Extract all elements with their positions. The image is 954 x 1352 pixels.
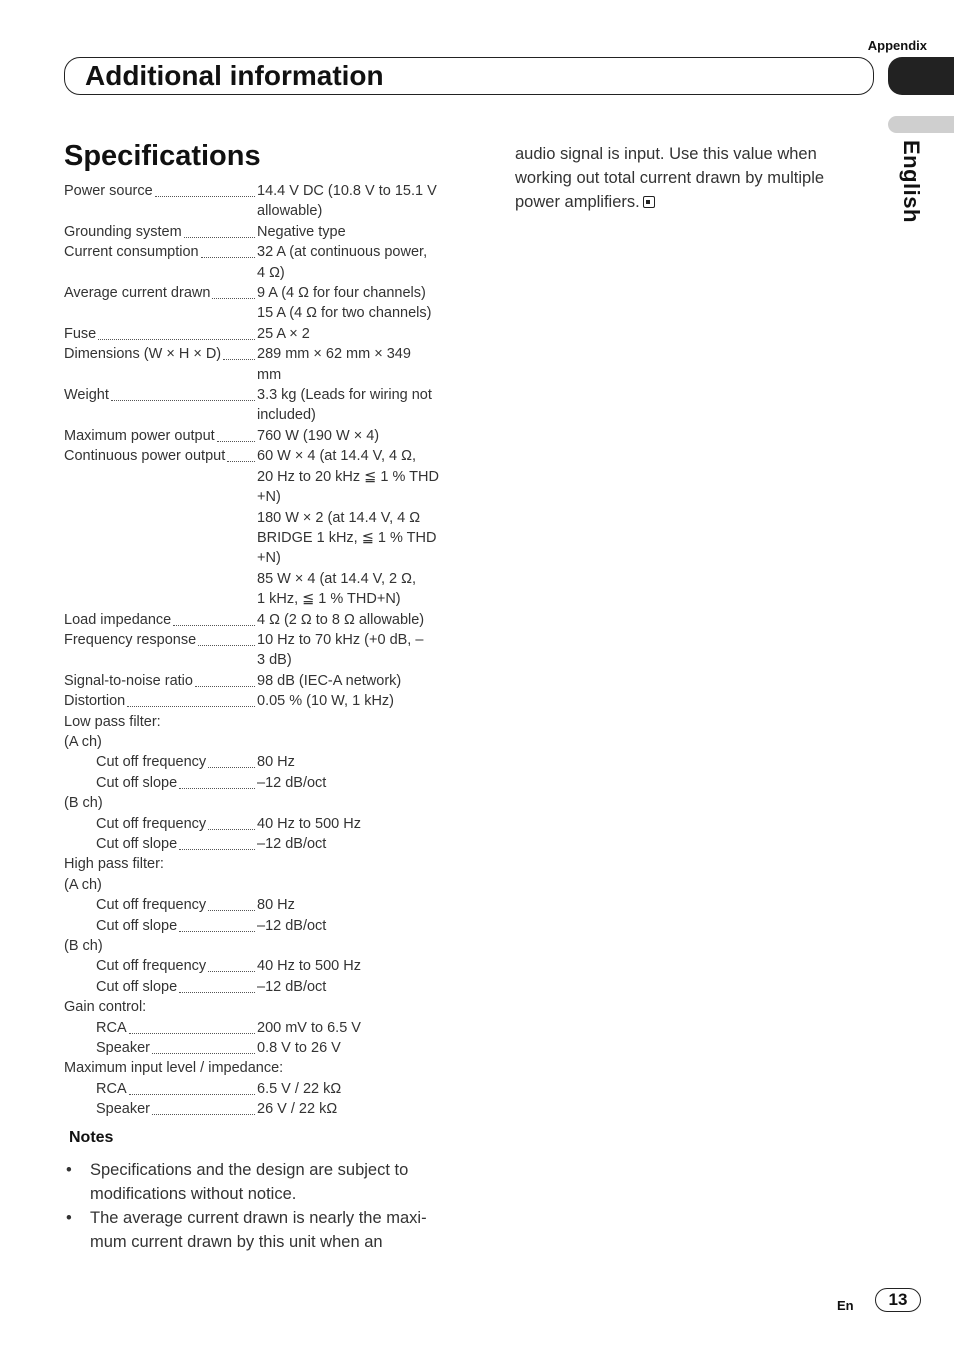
dot-leader: [195, 671, 255, 687]
spec-label-text: Grounding system: [64, 223, 182, 240]
table-row: [64, 814, 449, 834]
dot-leader: [179, 977, 255, 993]
dot-leader: [179, 773, 255, 789]
spec-group-heading: (B ch): [64, 795, 103, 812]
spec-value: [257, 895, 449, 915]
spec-value: [257, 385, 449, 426]
table-row: [64, 773, 449, 793]
table-row: [64, 385, 449, 426]
spec-label-text: Signal-to-noise ratio: [64, 672, 193, 689]
spec-value: [257, 283, 449, 324]
spec-label: [64, 773, 257, 793]
table-row: [64, 1079, 449, 1099]
spec-value-line: 0.8 V to 26 V: [257, 1040, 341, 1057]
spec-value: [257, 630, 449, 671]
dot-leader: [208, 814, 255, 830]
dot-leader: [173, 610, 255, 626]
dot-leader: [179, 916, 255, 932]
table-row: [64, 671, 449, 691]
spec-value: [257, 671, 449, 691]
language-tab-label: English: [899, 140, 924, 223]
spec-value-line: allowable): [257, 203, 323, 220]
list-item: [64, 1158, 464, 1206]
spec-label: [64, 630, 257, 671]
spec-value-line: –12 dB/oct: [257, 836, 327, 852]
table-row: [64, 1099, 449, 1119]
footer-language: En: [837, 1298, 854, 1313]
spec-value-line: 14.4 V DC (10.8 V to 15.1 V: [257, 183, 437, 199]
spec-value-line: mm: [257, 366, 282, 383]
spec-label: [64, 752, 257, 772]
spec-label: [64, 446, 257, 609]
spec-value: [257, 242, 449, 283]
spec-label: [64, 691, 257, 711]
table-row: [64, 956, 449, 976]
spec-value: [257, 426, 449, 446]
note-line: working out total current drawn by multiple: [515, 169, 825, 187]
table-row: [64, 691, 449, 711]
spec-value-line: 200 mV to 6.5 V: [257, 1019, 361, 1036]
table-row: [64, 344, 449, 385]
table-row: [64, 895, 449, 915]
dot-leader: [201, 242, 255, 258]
table-row: [64, 630, 449, 671]
spec-value: [257, 446, 449, 609]
spec-label: [64, 324, 257, 344]
dot-leader: [98, 324, 255, 340]
spec-value-line: 25 A × 2: [257, 325, 310, 342]
spec-value-line: 40 Hz to 500 Hz: [257, 958, 361, 975]
note-line-last: [515, 190, 865, 214]
note-line: • Specifications and the design are subject to: [90, 1161, 409, 1179]
note-line: audio signal is input. Use this value when: [515, 145, 817, 163]
spec-value: [257, 977, 449, 997]
spec-label-text: Fuse: [64, 325, 97, 342]
spec-group-heading: High pass filter:: [64, 856, 164, 873]
table-row: [64, 222, 449, 242]
spec-value-line: 4 Ω): [257, 264, 285, 281]
spec-label-text: Cut off slope: [96, 836, 178, 852]
spec-value-line: 10 Hz to 70 kHz (+0 dB, –: [257, 631, 424, 648]
dot-leader: [111, 385, 255, 401]
dot-leader: [208, 895, 255, 911]
table-row: [64, 977, 449, 997]
spec-label-text: Continuous power output: [64, 448, 226, 465]
spec-label-text: Load impedance: [64, 611, 172, 628]
spec-value-line: 760 W (190 W × 4): [257, 427, 380, 444]
note-line: • The average current drawn is nearly the maxi-: [90, 1209, 427, 1227]
table-row: [64, 283, 449, 324]
spec-value: [257, 1099, 449, 1119]
note-line: modifications without notice.: [90, 1185, 297, 1203]
dot-leader: [129, 1018, 255, 1034]
notes-list: [64, 1158, 464, 1254]
list-item: [64, 1206, 464, 1254]
dot-leader: [179, 834, 255, 850]
spec-label: [64, 671, 257, 691]
spec-label: [64, 814, 257, 834]
spec-value-line: 9 A (4 Ω for four channels): [257, 285, 426, 302]
spec-label-text: Power source: [64, 183, 153, 199]
spec-value: [257, 222, 449, 242]
spec-value-line: 289 mm × 62 mm × 349: [257, 346, 411, 363]
spec-label-text: Cut off slope: [96, 917, 178, 934]
dot-leader: [155, 181, 255, 197]
spec-value-line: 26 V / 22 kΩ: [257, 1101, 338, 1118]
spec-group-heading: (A ch): [64, 876, 102, 893]
spec-value: [257, 834, 449, 854]
spec-value-line: 20 Hz to 20 kHz ≦ 1 % THD: [257, 468, 439, 485]
spec-label-text: Dimensions (W × H × D): [64, 346, 222, 363]
spec-label-text: RCA: [96, 1019, 127, 1036]
spec-value-line: included): [257, 407, 316, 424]
spec-label: [64, 895, 257, 915]
table-row: [64, 1038, 449, 1058]
section-label: Appendix: [867, 38, 927, 53]
dot-leader: [212, 283, 255, 299]
specifications-list: [64, 181, 449, 1120]
dot-leader: [127, 691, 255, 707]
spec-label: [64, 385, 257, 426]
spec-value-line: Negative type: [257, 223, 346, 240]
spec-value-line: 4 Ω (2 Ω to 8 Ω allowable): [257, 611, 425, 628]
spec-group-heading: Low pass filter:: [64, 713, 161, 730]
spec-label: [64, 977, 257, 997]
note-line: mum current drawn by this unit when an: [90, 1233, 383, 1251]
spec-label: [64, 1038, 257, 1058]
table-row: [64, 752, 449, 772]
spec-label: [64, 426, 257, 446]
spec-value: [257, 324, 449, 344]
dot-leader: [223, 344, 255, 360]
spec-value: [257, 1038, 449, 1058]
note-line: power amplifiers.: [515, 193, 640, 211]
spec-value: [257, 752, 449, 772]
spec-label: [64, 1079, 257, 1099]
spec-label: [64, 834, 257, 854]
notes-heading: Notes: [69, 1129, 114, 1146]
dot-leader: [184, 222, 255, 238]
spec-group-heading: (B ch): [64, 938, 103, 955]
spec-label: [64, 610, 257, 630]
spec-label-text: Weight: [64, 387, 109, 404]
spec-group-heading: (A ch): [64, 733, 102, 750]
spec-label-text: Speaker: [96, 1040, 151, 1057]
spec-label: [64, 344, 257, 385]
spec-value: [257, 691, 449, 711]
spec-value: [257, 773, 449, 793]
spec-value: [257, 916, 449, 936]
spec-value-line: 80 Hz: [257, 754, 295, 771]
spec-value-line: 15 A (4 Ω for two channels): [257, 305, 432, 322]
spec-value: [257, 181, 449, 222]
spec-value-line: 85 W × 4 (at 14.4 V, 2 Ω,: [257, 570, 417, 587]
dot-leader: [129, 1079, 255, 1095]
page-number: 13: [875, 1288, 921, 1312]
spec-group-heading: Gain control:: [64, 999, 147, 1016]
spec-label: [64, 1018, 257, 1038]
spec-label-text: Average current drawn: [64, 285, 211, 302]
spec-value-line: 60 W × 4 (at 14.4 V, 4 Ω,: [257, 448, 417, 465]
language-tab-marker: [888, 116, 954, 133]
spec-label-text: Frequency response: [64, 631, 197, 648]
spec-value-line: 0.05 % (10 W, 1 kHz): [257, 693, 394, 710]
dot-leader: [208, 752, 255, 768]
spec-value-line: 32 A (at continuous power,: [257, 244, 428, 261]
spec-label-text: Distortion: [64, 693, 126, 710]
spec-value-line: 3 dB): [257, 652, 292, 669]
dot-leader: [217, 426, 255, 442]
spec-label: [64, 956, 257, 976]
spec-label-text: Speaker: [96, 1101, 151, 1118]
spec-value-line: 180 W × 2 (at 14.4 V, 4 Ω: [257, 509, 421, 526]
spec-label-text: Cut off frequency: [96, 815, 207, 832]
spec-value-line: 98 dB (IEC-A network): [257, 672, 402, 689]
spec-value-line: BRIDGE 1 kHz, ≦ 1 % THD: [257, 529, 437, 546]
spec-label-text: Cut off frequency: [96, 754, 207, 771]
spec-value: [257, 1079, 449, 1099]
spec-value: [257, 814, 449, 834]
spec-value-line: 40 Hz to 500 Hz: [257, 815, 361, 832]
note-continuation: [515, 142, 865, 214]
spec-label-text: Current consumption: [64, 244, 199, 261]
spec-label-text: Cut off frequency: [96, 958, 207, 975]
spec-value-line: –12 dB/oct: [257, 774, 327, 791]
spec-value: [257, 610, 449, 630]
spec-value: [257, 1018, 449, 1038]
spec-label-text: Maximum power output: [64, 427, 215, 444]
table-row: [64, 181, 449, 222]
spec-value-line: 3.3 kg (Leads for wiring not: [257, 387, 432, 404]
spec-value: [257, 344, 449, 385]
spec-label-text: Cut off frequency: [96, 897, 207, 914]
chapter-title: Additional information: [85, 60, 384, 91]
spec-value-line: 1 kHz, ≦ 1 % THD+N): [257, 591, 401, 608]
spec-label-text: Cut off slope: [96, 978, 178, 995]
spec-label: [64, 222, 257, 242]
spec-value-line: 6.5 V / 22 kΩ: [257, 1080, 342, 1097]
spec-label: [64, 1099, 257, 1119]
spec-label-text: Cut off slope: [96, 774, 178, 791]
table-row: [64, 242, 449, 283]
dot-leader: [152, 1038, 255, 1054]
table-row: [64, 324, 449, 344]
spec-value-line: –12 dB/oct: [257, 917, 327, 934]
spec-value-line: 80 Hz: [257, 897, 295, 914]
spec-label: [64, 283, 257, 324]
spec-group-heading: Maximum input level / impedance:: [64, 1060, 284, 1077]
end-mark-icon: [643, 196, 655, 208]
page-title: Specifications: [64, 140, 261, 172]
dot-leader: [152, 1099, 255, 1115]
dot-leader: [208, 956, 255, 972]
dot-leader: [227, 446, 255, 462]
spec-value: [257, 956, 449, 976]
chapter-tab: [888, 57, 954, 95]
spec-value-line: +N): [257, 489, 281, 506]
spec-label-text: RCA: [96, 1080, 127, 1097]
table-row: [64, 1018, 449, 1038]
spec-label: [64, 181, 257, 222]
spec-value-line: +N): [257, 550, 281, 567]
table-row: [64, 426, 449, 446]
dot-leader: [198, 630, 255, 646]
spec-label: [64, 242, 257, 283]
table-row: [64, 446, 449, 609]
table-row: [64, 916, 449, 936]
table-row: [64, 610, 449, 630]
spec-value-line: –12 dB/oct: [257, 978, 327, 995]
table-row: [64, 834, 449, 854]
spec-label: [64, 916, 257, 936]
